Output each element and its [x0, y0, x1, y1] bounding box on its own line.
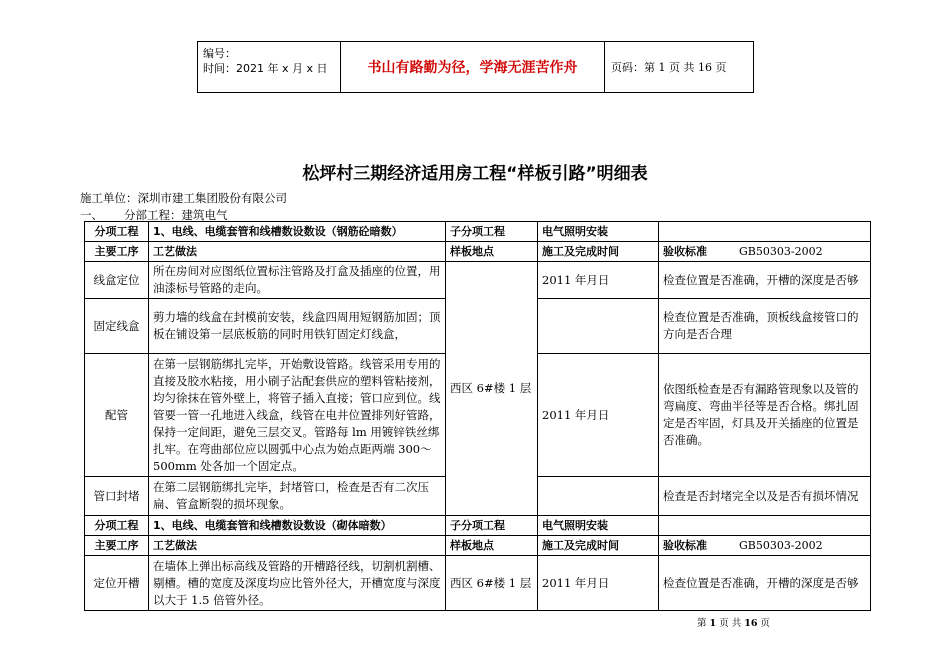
col-standard: [659, 242, 871, 262]
time-cell: 2011 年月日: [538, 556, 659, 611]
method-cell: 剪力墙的线盒在封模前安装，线盒四周用短钢筋加固；顶板在铺设第一层底板筋的同时用铁钉固定灯线盒，: [149, 299, 446, 354]
standard-cell: 检查是否封堵完全以及是否有损坏情况: [659, 477, 871, 516]
header-row-2: [85, 536, 871, 556]
sub-subproject-name: 电气照明安装: [538, 222, 659, 242]
method-cell: 在第一层钢筋绑扎完毕，开始敷设管路。线管采用专用的直接及胶水粘接，用小刷子沾配套供应的塑料管粘接剂，均匀徐抹在管外壁上，将管子插入直接；管口应到位。线管要一管一孔地进入线盒，线管在电井位置排列好管路，保持一定间距，避免三层交叉。管路每 lm 用镀锌铁丝绑扎牢。在弯曲部位应以圆弧中心点为始点距两端 300～500mm 处各加一个固定点。: [149, 354, 446, 477]
col-method: 工艺做法: [149, 242, 446, 262]
sub-subproject-name: 电气照明安装: [538, 516, 659, 536]
subproject-row-1: [85, 222, 871, 242]
sub-subproject-label: 子分项工程: [446, 516, 538, 536]
header-box: [197, 41, 754, 93]
standard-label: 验收标准: [663, 539, 707, 552]
subproject-row-2: [85, 516, 871, 536]
time-cell: 2011 年月日: [538, 262, 659, 299]
col-standard: [659, 536, 871, 556]
col-method: 工艺做法: [149, 536, 446, 556]
subproject-name: 1、电线、电缆套管和线槽数设数设（钢筋砼暗数）: [149, 222, 446, 242]
page-footer: [697, 615, 770, 629]
col-place: 样板地点: [446, 242, 538, 262]
standard-cell: 检查位置是否准确，开槽的深度是否够: [659, 262, 871, 299]
process-cell: 配管: [85, 354, 149, 477]
place-cell: 西区 6#楼 1 层: [446, 556, 538, 611]
method-cell: 所在房间对应图纸位置标注管路及打盒及插座的位置，用油漆标号管路的走向。: [149, 262, 446, 299]
table-row: [85, 262, 871, 299]
footer-mid: 页 共: [719, 618, 742, 629]
time-cell: [538, 477, 659, 516]
standard-label: 验收标准: [663, 245, 707, 258]
code-label: 编号：: [203, 47, 236, 60]
header-row-1: [85, 242, 871, 262]
subproject-name: 1、电线、电缆套管和线槽数设数设（砌体暗数）: [149, 516, 446, 536]
time-cell: 2011 年月日: [538, 354, 659, 477]
standard-cell: 依图纸检查是否有漏路管现象以及管的弯扁度、弯曲半径等是否合格。绑扎固定是否牢固，灯具及开关插座的位置是否准确。: [659, 354, 871, 477]
section-number: 一、: [80, 208, 103, 222]
method-cell: 在第二层钢筋绑扎完毕，封堵管口，检查是否有二次压扁、管盒断裂的损坏现象。: [149, 477, 446, 516]
section-text: 分部工程：建筑电气: [124, 208, 228, 222]
motto: 书山有路勤为径，学海无涯苦作舟: [341, 42, 605, 92]
sub-subproject-label: 子分项工程: [446, 222, 538, 242]
page-label: 页码：第 1 页 共 16 页: [611, 61, 727, 74]
table-row: [85, 556, 871, 611]
detail-table: [84, 221, 871, 611]
construction-unit: 施工单位：深圳市建工集团股份有限公司: [80, 191, 287, 205]
footer-suffix: 页: [760, 618, 771, 629]
col-process: 主要工序: [85, 536, 149, 556]
footer-total: 16: [744, 618, 758, 629]
process-cell: 线盒定位: [85, 262, 149, 299]
col-process: 主要工序: [85, 242, 149, 262]
empty-cell: [659, 222, 871, 242]
col-time: 施工及完成时间: [538, 242, 659, 262]
empty-cell: [659, 516, 871, 536]
standard-code: GB50303-2002: [739, 539, 823, 552]
page-title: 松坪村三期经济适用房工程“样板引路”明细表: [302, 164, 648, 184]
standard-code: GB50303-2002: [739, 245, 823, 258]
standard-cell: 检查位置是否准确，开槽的深度是否够: [659, 556, 871, 611]
process-cell: 固定线盒: [85, 299, 149, 354]
place-cell: 西区 6#楼 1 层: [446, 262, 538, 516]
subproject-label: 分项工程: [85, 516, 149, 536]
footer-page: 1: [709, 618, 717, 629]
header-left: [198, 42, 341, 92]
footer-prefix: 第: [697, 618, 707, 629]
standard-cell: 检查位置是否准确，顶板线盒接管口的方向是否合理: [659, 299, 871, 354]
time-label: 时间：2021 年 x 月 x 日: [203, 62, 328, 75]
process-cell: 定位开槽: [85, 556, 149, 611]
method-cell: 在墙体上弹出标高线及管路的开槽路径线，切割机割槽、剔槽。槽的宽度及深度均应比管外径大，开槽宽度与深度以大于 1.5 倍管外径。: [149, 556, 446, 611]
time-cell: [538, 299, 659, 354]
subproject-label: 分项工程: [85, 222, 149, 242]
col-time: 施工及完成时间: [538, 536, 659, 556]
process-cell: 管口封堵: [85, 477, 149, 516]
col-place: 样板地点: [446, 536, 538, 556]
